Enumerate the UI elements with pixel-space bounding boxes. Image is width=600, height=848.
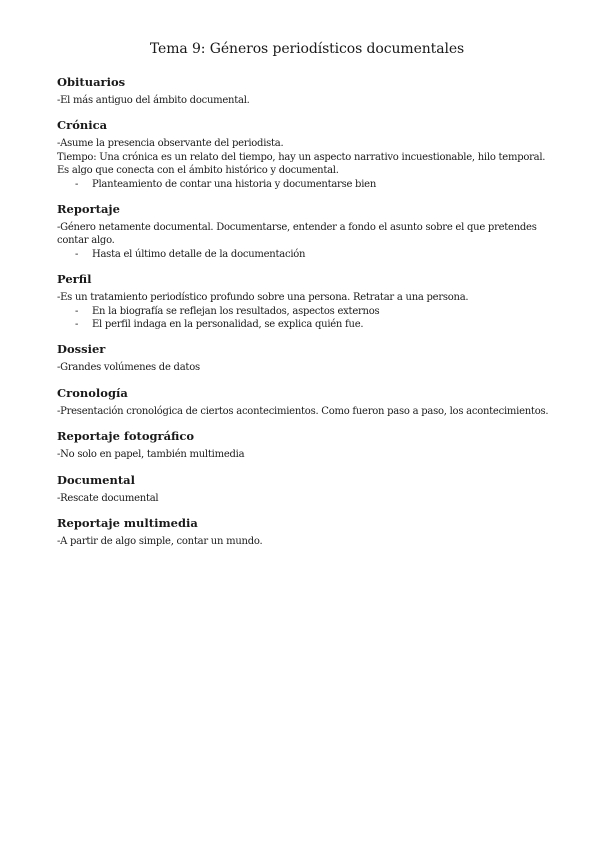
section-heading: Documental xyxy=(57,472,135,487)
paragraph-line: -Rescate documental xyxy=(57,492,159,504)
section-paragraph xyxy=(57,448,557,461)
paragraph-line: -No solo en papel, también multimedia xyxy=(57,449,245,461)
bullet-item xyxy=(57,305,557,318)
section xyxy=(57,429,557,461)
paragraph-line: -Es un tratamiento periodístico profundo sobre una persona. Retratar a una persona. xyxy=(57,292,469,304)
section-heading: Reportaje multimedia xyxy=(57,516,198,531)
section-heading: Reportaje xyxy=(57,202,120,217)
paragraph-line: -El más antiguo del ámbito documental. xyxy=(57,95,250,106)
section-paragraph xyxy=(57,405,557,418)
section-heading: Reportaje fotográfico xyxy=(57,429,195,444)
section xyxy=(57,272,557,331)
section xyxy=(57,342,557,374)
dash-marker-icon: - xyxy=(75,319,79,331)
section xyxy=(57,386,557,418)
dash-marker-icon: - xyxy=(75,305,79,317)
bullet-item xyxy=(57,178,557,191)
section-paragraph xyxy=(57,94,557,107)
page-title: Tema 9: Géneros periodísticos documentales xyxy=(149,41,465,57)
bullet-list xyxy=(57,178,557,191)
section-heading: Cronología xyxy=(57,385,128,400)
bullet-text: Planteamiento de contar una historia y documentarse bien xyxy=(92,178,377,190)
section xyxy=(57,473,557,505)
dash-marker-icon: - xyxy=(75,248,79,260)
bullet-list xyxy=(57,248,557,261)
bullet-list xyxy=(57,305,557,332)
section-heading: Obituarios xyxy=(57,75,126,89)
paragraph-line: contar algo. xyxy=(57,235,115,247)
bullet-text: En la biografía se reflejan los resultados, aspectos externos xyxy=(92,305,380,317)
paragraph-line: -Asume la presencia observante del periodista. xyxy=(57,138,284,150)
paragraph-line: Tiempo: Una crónica es un relato del tiempo, hay un aspecto narrativo incuestionable, hilo temporal. xyxy=(57,151,546,163)
section xyxy=(57,118,557,191)
section-heading: Dossier xyxy=(57,342,106,357)
paragraph-line: -A partir de algo simple, contar un mundo. xyxy=(57,536,263,548)
section-heading: Perfil xyxy=(57,272,92,287)
paragraph-line: -Presentación cronológica de ciertos acontecimientos. Como fueron paso a paso, los acontecimientos. xyxy=(57,405,549,417)
sections-container xyxy=(57,75,557,549)
section-paragraph xyxy=(57,291,557,304)
section-paragraph xyxy=(57,535,557,548)
bullet-item xyxy=(57,248,557,261)
bullet-item xyxy=(57,318,557,331)
bullet-text: El perfil indaga en la personalidad, se explica quién fue. xyxy=(92,319,364,331)
document-page xyxy=(57,40,557,560)
bullet-text: Hasta el último detalle de la documentación xyxy=(92,248,306,260)
section-heading: Crónica xyxy=(57,118,108,133)
section xyxy=(57,516,557,548)
section-paragraph xyxy=(57,492,557,505)
dash-marker-icon: - xyxy=(75,178,79,190)
section-paragraph xyxy=(57,361,557,374)
section-paragraph xyxy=(57,221,557,248)
paragraph-line: -Género netamente documental. Documentarse, entender a fondo el asunto sobre el que pretendes xyxy=(57,222,537,234)
section xyxy=(57,202,557,261)
section xyxy=(57,75,557,107)
paragraph-line: -Grandes volúmenes de datos xyxy=(57,362,200,374)
paragraph-line: Es algo que conecta con el ámbito histórico y documental. xyxy=(57,165,339,177)
section-paragraph xyxy=(57,137,557,177)
